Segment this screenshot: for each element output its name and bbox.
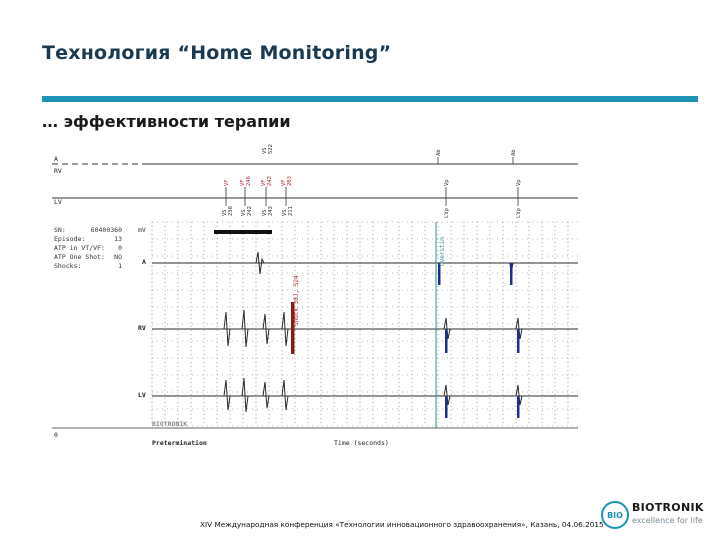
info-value: 0	[118, 244, 122, 252]
brand-tagline: excellence for life	[632, 516, 703, 525]
rv-pacing-marker: Vp	[516, 179, 522, 186]
info-value: NO	[114, 253, 122, 261]
lv-sense-interval: 211	[288, 206, 294, 216]
rv-channel-trace	[152, 310, 578, 347]
info-value: 1	[118, 262, 122, 270]
rv-sense-value: 522	[268, 144, 274, 154]
info-value: 13	[114, 235, 122, 243]
info-value: 60400360	[90, 226, 122, 234]
lv-sense-interval: 238	[228, 206, 234, 216]
atrial-pacing-spike	[510, 263, 513, 285]
overstim-label: Overstim	[439, 237, 446, 266]
rv-vf-interval: 246	[246, 176, 252, 186]
brand-name: BIOTRONIK	[632, 501, 704, 514]
lv-pacing-marker: LVp	[516, 208, 522, 218]
marker-label-rv: RV	[54, 167, 62, 175]
pacing-spikes	[438, 263, 520, 418]
marker-channel-lines	[52, 164, 578, 198]
info-label: ATP in VT/VF:	[54, 244, 105, 252]
time-axis-label: Time (seconds)	[334, 439, 389, 447]
episode-info-panel	[54, 226, 122, 270]
slide-subtitle: … эффективности терапии	[42, 112, 291, 131]
rv-vf-marker: VF	[281, 179, 287, 186]
slide-title: Технология “Home Monitoring”	[42, 42, 392, 64]
lv-sense-marker: VS	[262, 209, 268, 216]
shock-label: Shock 30J, 524	[293, 275, 300, 326]
footer-text: XIV Международная конференция «Технологии инновационного здравоохранения», Казань, 04.06.2015	[200, 520, 604, 529]
marker-label-lv: LV	[54, 198, 62, 206]
logo-mark-text: BIO	[607, 511, 623, 520]
iegm-recording	[48, 142, 588, 454]
marker-label-a: A	[54, 155, 58, 163]
a-marker-text: Ab	[436, 149, 442, 156]
lv-sense-marker: VS	[241, 209, 247, 216]
device-watermark: BIOTRONIK	[152, 420, 188, 428]
time-origin-label: 0	[54, 431, 58, 439]
rv-pacing-spike	[517, 329, 520, 353]
rv-pacing-marker: Vp	[444, 179, 450, 186]
egm-label-a: A	[142, 258, 146, 266]
lv-pacing-spike	[517, 396, 520, 418]
lv-marker-ticks	[226, 198, 518, 206]
rv-vf-marker: VF	[261, 179, 267, 186]
lv-sense-marker: VS	[222, 209, 228, 216]
rv-marker-ticks	[226, 187, 518, 198]
rv-vf-marker: VF	[224, 179, 230, 186]
rv-vf-marker: VF	[240, 179, 246, 186]
unit-label: mV	[138, 226, 146, 234]
rv-sense-marker: VS	[262, 147, 268, 154]
rv-vf-interval: 203	[287, 176, 293, 186]
info-label: SN:	[54, 226, 66, 234]
lv-channel-trace	[152, 378, 578, 412]
info-label: Episode:	[54, 235, 86, 243]
lv-sense-interval: 242	[247, 206, 253, 216]
egm-label-rv: RV	[138, 324, 146, 332]
egm-label-lv: LV	[138, 391, 146, 399]
biotronik-logo	[600, 498, 704, 534]
lv-pacing-spike	[445, 396, 448, 418]
rv-pacing-spike	[445, 329, 448, 353]
title-divider	[42, 96, 698, 102]
info-label: ATP One Shot:	[54, 253, 105, 261]
a-marker-ticks	[438, 157, 513, 164]
lv-pacing-marker: LVp	[444, 208, 450, 218]
a-marker-text: Ab	[511, 149, 517, 156]
rv-vf-interval: 242	[267, 176, 273, 186]
info-label: Shocks:	[54, 262, 82, 270]
phase-label: Pretermination	[152, 439, 207, 447]
lv-sense-marker: VS	[282, 209, 288, 216]
lv-sense-interval: 243	[268, 206, 274, 216]
pretermination-bar	[214, 230, 272, 234]
egm-grid	[152, 222, 578, 426]
biotronik-logo-mark	[600, 500, 630, 530]
